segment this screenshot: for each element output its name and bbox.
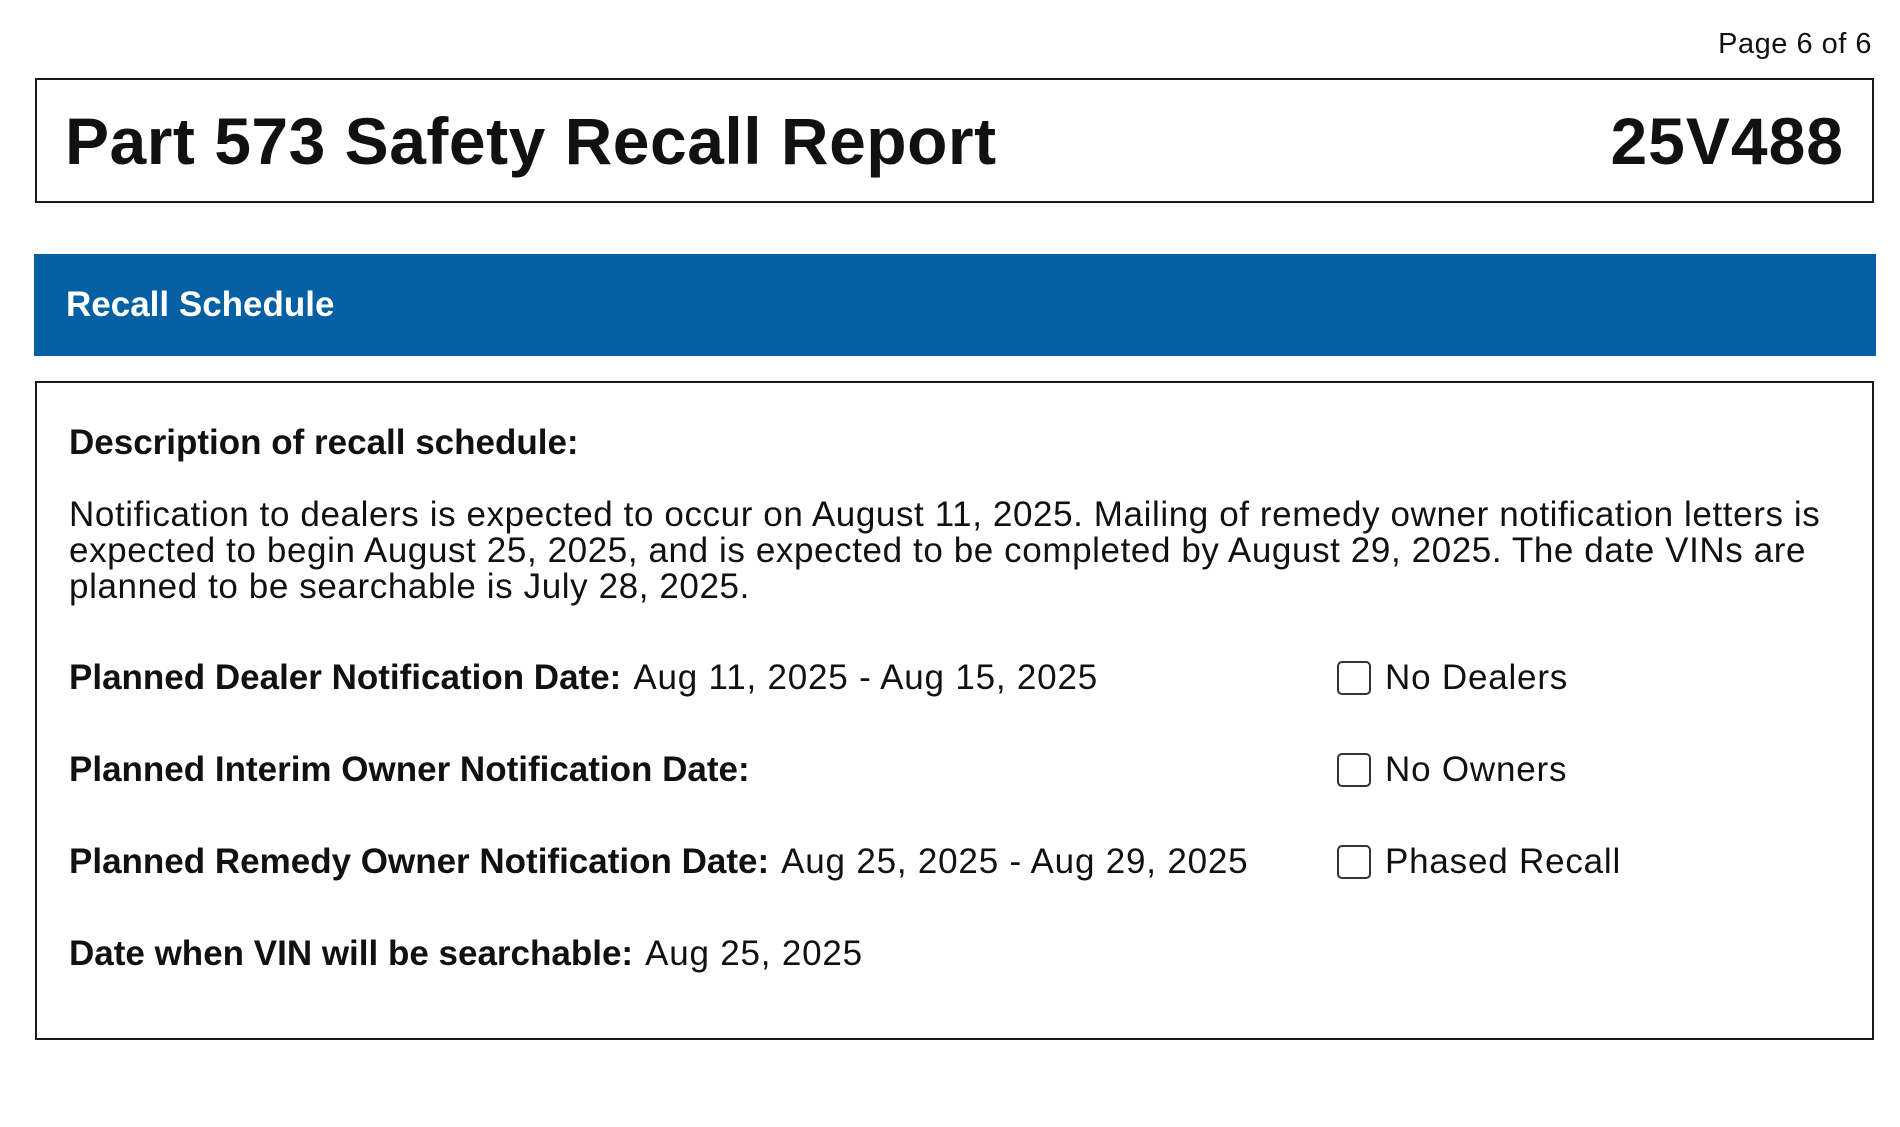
remedy-owner-notification-value: Aug 25, 2025 - Aug 29, 2025 xyxy=(781,842,1249,881)
phased-recall-checkbox[interactable] xyxy=(1337,845,1371,879)
no-owners-checkbox[interactable] xyxy=(1337,753,1371,787)
no-dealers-checkbox[interactable] xyxy=(1337,661,1371,695)
dealer-notification-label: Planned Dealer Notification Date: xyxy=(69,658,622,697)
interim-owner-notification-label: Planned Interim Owner Notification Date: xyxy=(69,750,750,789)
report-title: Part 573 Safety Recall Report xyxy=(65,103,997,178)
remedy-owner-notification-label: Planned Remedy Owner Notification Date: xyxy=(69,842,770,881)
page-number: Page 6 of 6 xyxy=(1718,28,1872,60)
remedy-owner-notification-row xyxy=(69,842,1248,882)
no-dealers-checkbox-row[interactable] xyxy=(1337,658,1568,698)
description-text: Notification to dealers is expected to occur on August 11, 2025. Mailing of remedy owner notification letters is expected to begin August 25, 2025, and is expected to be completed by August 29, 2025. The date VINs are planned to be searchable is July 28, 2025. xyxy=(69,495,1821,606)
description-label: Description of recall schedule: xyxy=(69,423,579,462)
report-header xyxy=(35,78,1874,203)
section-title: Recall Schedule xyxy=(66,285,335,324)
phased-recall-label: Phased Recall xyxy=(1385,842,1622,881)
no-owners-label: No Owners xyxy=(1385,750,1568,789)
vin-searchable-row xyxy=(69,934,863,974)
recall-schedule-box xyxy=(35,381,1874,1040)
dealer-notification-row xyxy=(69,658,1098,698)
dealer-notification-value: Aug 11, 2025 - Aug 15, 2025 xyxy=(633,658,1098,697)
section-header-bar xyxy=(34,254,1876,356)
recall-id: 25V488 xyxy=(1610,103,1844,178)
vin-searchable-value: Aug 25, 2025 xyxy=(645,934,863,973)
no-owners-checkbox-row[interactable] xyxy=(1337,750,1567,790)
no-dealers-label: No Dealers xyxy=(1385,658,1569,697)
interim-owner-notification-row xyxy=(69,750,762,790)
vin-searchable-label: Date when VIN will be searchable: xyxy=(69,934,634,973)
phased-recall-checkbox-row[interactable] xyxy=(1337,842,1621,882)
